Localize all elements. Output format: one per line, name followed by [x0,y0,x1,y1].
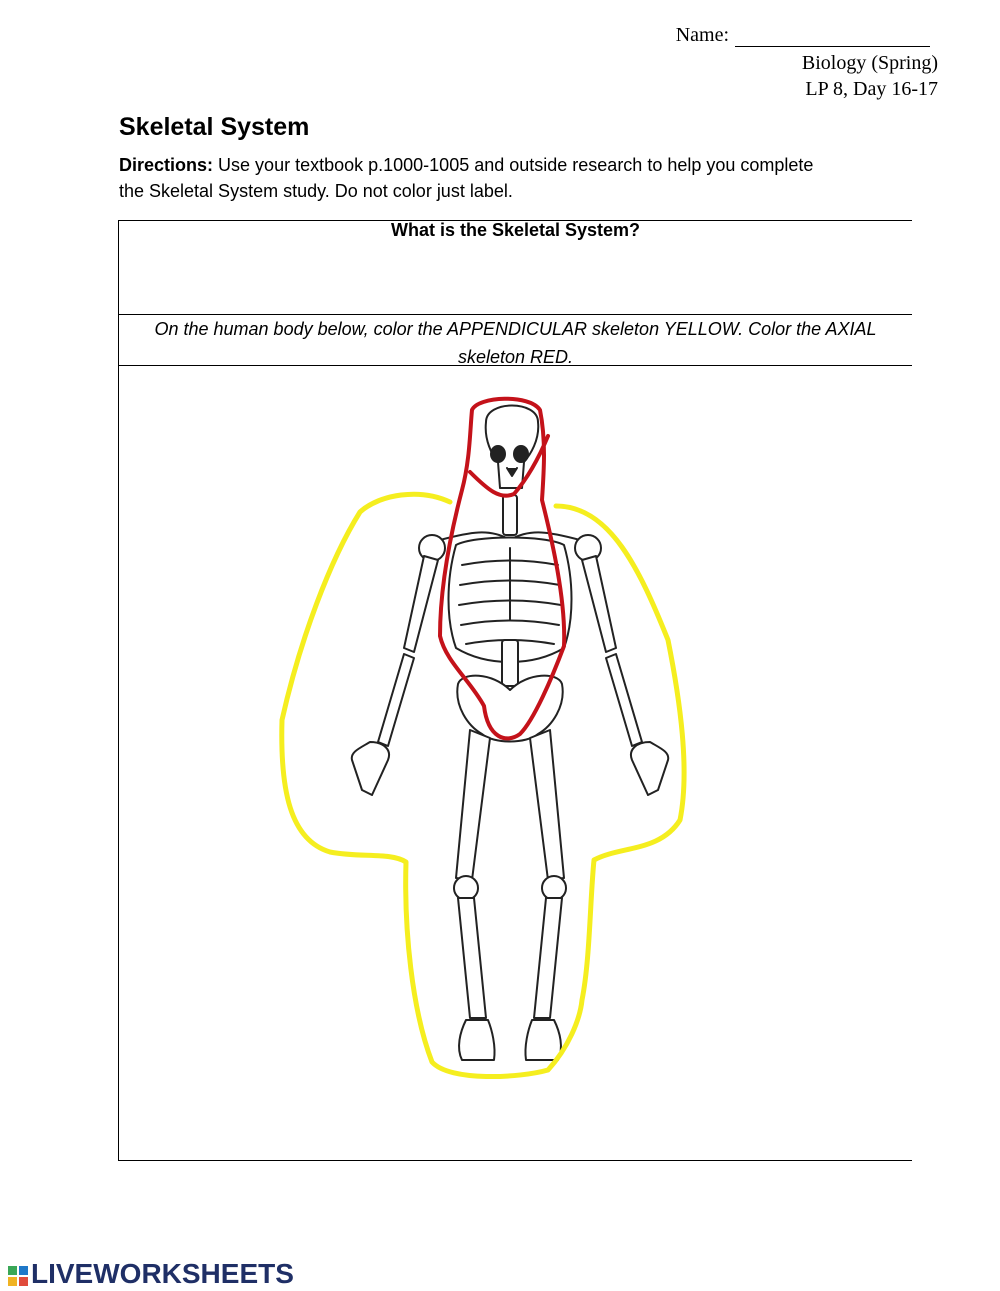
page-title: Skeletal System [119,113,310,141]
right-foot [525,1020,561,1060]
left-hand [352,742,389,795]
coloring-instruction: On the human body below, color the APPENDICULAR skeleton YELLOW. Color the AXIAL skeleton RED. [154,319,877,367]
directions-text: Use your textbook p.1000-1005 and outside research to help you complete the Skeletal System study. Do not color just label. [119,155,814,201]
liveworksheets-logo [8,1258,294,1290]
logo-text: LIVEWORKSHEETS [31,1258,294,1289]
directions-label: Directions: [119,155,214,175]
name-label: Name: [675,24,729,46]
lesson-label: LP 8, Day 16-17 [805,78,938,100]
question-heading: What is the Skeletal System? [390,220,641,240]
logo-mark-icon [8,1266,28,1286]
course-label: Biology (Spring) [801,52,938,74]
right-hand [631,742,668,795]
left-foot [459,1020,495,1060]
